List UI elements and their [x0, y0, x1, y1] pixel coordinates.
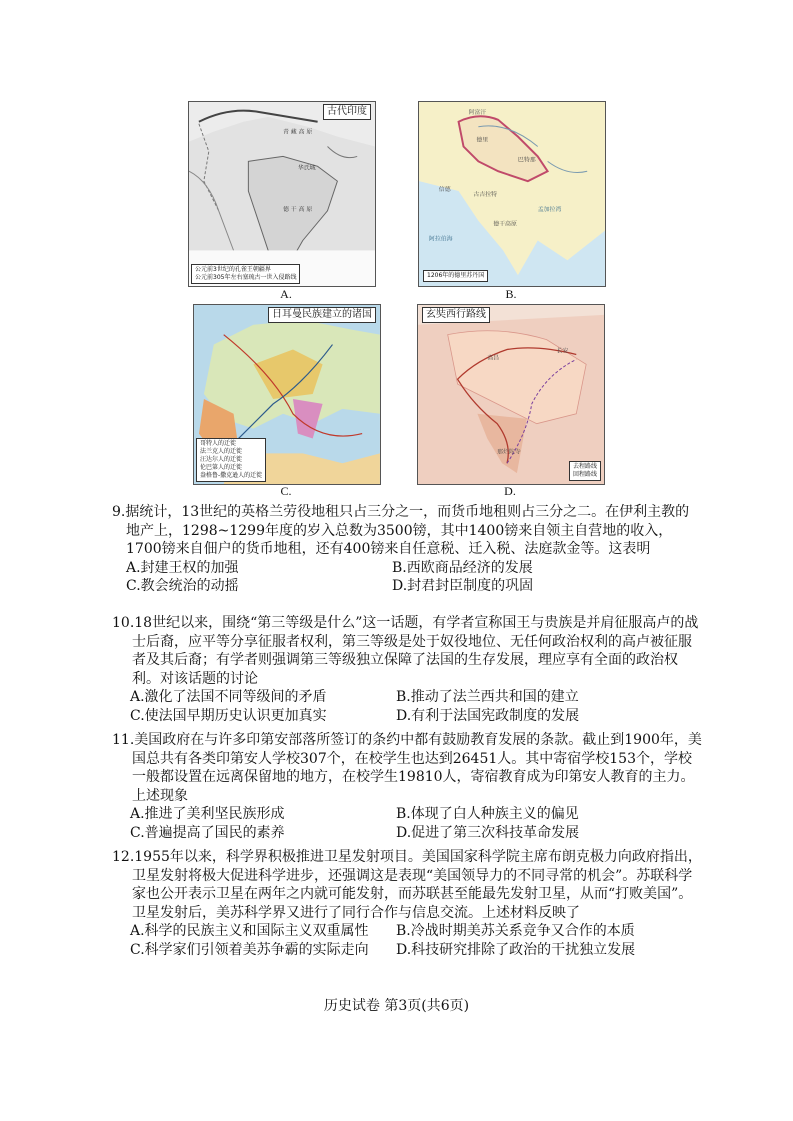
svg-text:华氏城: 华氏城 — [297, 164, 316, 172]
svg-text:阿富汗: 阿富汗 — [468, 108, 487, 116]
svg-text:德里: 德里 — [476, 136, 489, 144]
option-b[interactable]: B.体现了白人种族主义的偏见 — [396, 806, 579, 823]
map-delhi-sultanate-drawing — [419, 102, 605, 286]
svg-text:那烂陀寺: 那烂陀寺 — [497, 448, 521, 456]
question-12 — [112, 848, 702, 960]
map-a-letter: A. — [280, 287, 292, 301]
option-d[interactable]: D.封君封臣制度的巩固 — [392, 578, 534, 595]
map-c-legend-item: 法兰克人的迁徙 — [200, 448, 243, 455]
svg-text:青 藏 高 原: 青 藏 高 原 — [282, 128, 313, 136]
option-b[interactable]: B.冷战时期美苏关系竞争又合作的本质 — [396, 923, 635, 940]
option-a[interactable]: A.科学的民族主义和国际主义双重属性 — [130, 923, 369, 940]
map-delhi-sultanate — [418, 101, 606, 287]
option-c[interactable]: C.教会统治的动摇 — [126, 578, 239, 595]
svg-text:阿拉伯海: 阿拉伯海 — [428, 235, 453, 243]
map-ancient-india-drawing — [189, 102, 375, 286]
option-a[interactable]: A.推进了美利坚民族形成 — [130, 806, 285, 823]
options-grid — [112, 805, 702, 842]
map-xuanzang-route-drawing — [418, 305, 604, 484]
map-c-legend-item: 盎格鲁-撒克逊人的迁徙 — [200, 472, 263, 479]
map-c-legend-item: 汪达尔人的迁徙 — [200, 456, 243, 463]
map-d-legend-item: 回程路线 — [572, 471, 597, 478]
map-b-letter: B. — [505, 287, 517, 301]
svg-text:高昌: 高昌 — [487, 354, 500, 362]
question-10 — [112, 614, 702, 726]
option-d[interactable]: D.有利于法国宪政制度的发展 — [396, 707, 580, 724]
question-stem: 11.美国政府在与许多印第安部落所签订的条约中都有鼓励教育发展的条款。截止到1900年，美国总共有各类印第安人学校307个，在校学生也达到26451人。其中寄宿学校153个，学校一般都设置在远离保留地的地方，在校学生19810人，寄宿教育成为印第安人教育的主力。上述现象 — [112, 732, 702, 804]
map-c-legend-item: 哥特人的迁徙 — [200, 440, 237, 447]
map-a-legend-item: 公元前3世纪的孔雀王朝疆界 — [195, 266, 271, 273]
question-stem: 12.1955年以来，科学界积极推进卫星发射项目。美国国家科学院主席布朗克极力向政府指出，卫星发射将极大促进科学进步，还强调这是表现“美国领导力的不同寻常的机会”。苏联科学家也公开表示卫星在两年之内就可能发射，而苏联甚至能最先发射卫星，从而“打败美国”。卫星发射后，美苏科学界又进行了同行合作与信息交流。上述材料反映了 — [112, 849, 702, 921]
question-9 — [112, 503, 702, 596]
map-germanic-kingdoms — [193, 304, 381, 485]
option-a[interactable]: A.激化了法国不同等级间的矛盾 — [130, 689, 327, 706]
map-d-legend — [569, 461, 601, 481]
map-c-legend-item: 伦巴第人的迁徙 — [200, 464, 243, 471]
map-a-title: 古代印度 — [323, 104, 371, 120]
option-b[interactable]: B.西欧商品经济的发展 — [392, 559, 533, 576]
options-grid — [112, 559, 702, 596]
question-stem: 9.据统计，13世纪的英格兰劳役地租只占三分之一，而货币地租则占三分之二。在伊利主教的地产上，1298~1299年度的岁入总数为3500镑，其中1400镑来自领主自营地的收入，1700镑来自佃户的货币地租，还有400镑来自任意税、迁入税、法庭款金等。这表明 — [112, 504, 690, 558]
map-b-legend-item: 1206年的德里苏丹国 — [427, 272, 485, 279]
option-c[interactable]: C.普遍提高了国民的素养 — [130, 824, 285, 841]
map-d-title: 玄奘西行路线 — [422, 307, 490, 323]
map-c-letter: C. — [280, 484, 292, 498]
svg-text:信德: 信德 — [438, 186, 451, 194]
option-c[interactable]: C.使法国早期历史认识更加真实 — [130, 707, 327, 724]
map-c-title: 日耳曼民族建立的诸国 — [268, 307, 376, 323]
option-c[interactable]: C.科学家们引领着美苏争霸的实际走向 — [130, 941, 369, 958]
page-footer: 历史试卷 第3页(共6页) — [323, 998, 470, 1014]
svg-text:长安: 长安 — [556, 347, 569, 355]
svg-text:孟加拉湾: 孟加拉湾 — [537, 205, 562, 213]
option-b[interactable]: B.推动了法兰西共和国的建立 — [396, 689, 579, 706]
map-a-legend-item: 公元前305年左右塞琉古一世入侵路线 — [195, 274, 297, 281]
option-d[interactable]: D.促进了第三次科技革命发展 — [396, 824, 580, 841]
question-stem: 10.18世纪以来，围绕“第三等级是什么”这一话题，有学者宣称国王与贵族是并肩征服高卢的战士后裔，应平等分享征服者权利，第三等级是处于奴役地位、无任何政治权利的高卢被征服者及其后裔；有学者则强调第三等级独立保障了法国的生存发展，理应享有全面的政治权利。对该话题的讨论 — [112, 615, 699, 687]
map-xuanzang-route — [417, 304, 605, 485]
question-11 — [112, 731, 702, 843]
svg-text:德干高原: 德干高原 — [493, 220, 517, 228]
option-d[interactable]: D.科技研究排除了政治的干扰独立发展 — [396, 941, 636, 958]
map-b-legend — [423, 270, 488, 282]
map-d-legend-item: 去程路线 — [572, 463, 597, 470]
svg-text:巴特那: 巴特那 — [517, 156, 536, 164]
map-d-letter: D. — [504, 484, 516, 498]
option-a[interactable]: A.封建王权的加强 — [126, 559, 239, 576]
options-grid — [112, 688, 702, 725]
map-ancient-india — [188, 101, 376, 287]
svg-text:德 干 高 原: 德 干 高 原 — [282, 205, 313, 213]
options-grid — [112, 922, 702, 959]
map-c-legend — [196, 438, 266, 482]
map-a-legend — [191, 264, 300, 284]
svg-text:古吉拉特: 古吉拉特 — [473, 190, 498, 198]
